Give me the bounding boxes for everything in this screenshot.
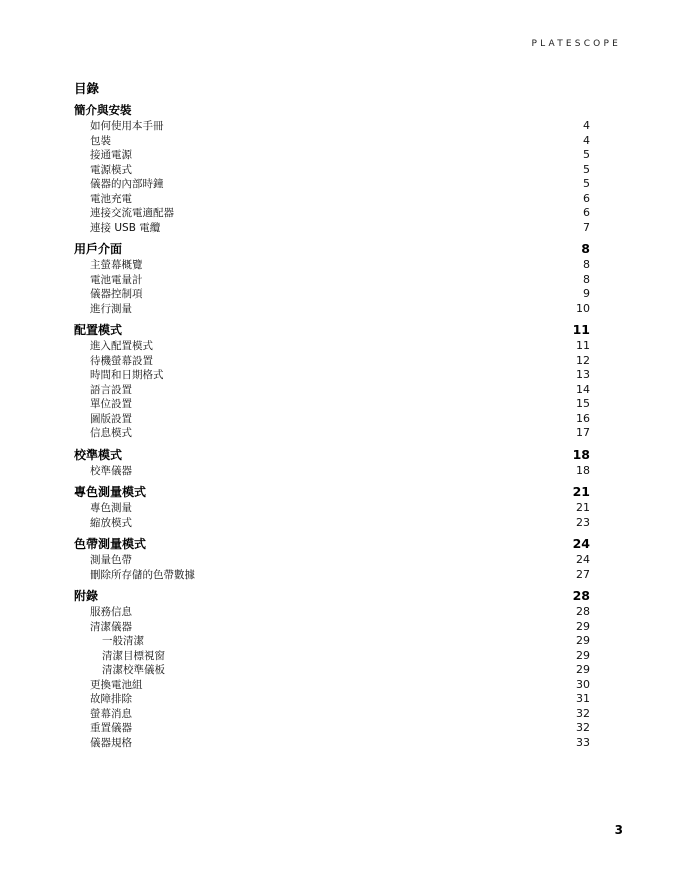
toc-entry[interactable] [74,426,590,441]
entry-label: 圖版設置 [90,412,132,425]
table-of-contents [74,80,590,755]
entry-page-number: 5 [583,148,590,161]
entry-label: 縮放模式 [90,516,132,529]
entry-page-number: 16 [576,411,590,425]
toc-entry[interactable] [74,649,590,664]
toc-section-heading[interactable] [74,446,590,464]
entry-page-number: 4 [583,119,590,132]
entry-page-number: 32 [576,706,590,720]
toc-entry[interactable] [74,368,590,383]
entry-page-number: 17 [576,426,590,439]
entry-label: 服務信息 [90,606,132,618]
entry-page-number: 7 [583,220,590,234]
toc-section-heading[interactable] [74,587,590,605]
toc-entry[interactable] [74,383,590,398]
entry-label: 更換電池組 [90,678,143,691]
entry-label: 電源模式 [90,163,132,176]
toc-section-heading[interactable] [74,102,590,119]
entry-label: 測量色帶 [90,554,132,566]
entry-page-number: 15 [576,397,590,410]
entry-label: 一般清潔 [102,635,144,647]
section-page-number: 28 [572,588,590,603]
entry-label: 連接 USB 電纜 [90,221,161,234]
toc-entry[interactable] [74,736,590,751]
toc-entry[interactable] [74,148,590,163]
toc-section [74,535,590,582]
toc-entry[interactable] [74,501,590,516]
entry-page-number: 8 [583,272,590,286]
entry-label: 重置儀器 [90,722,132,734]
entry-page-number: 33 [576,735,590,749]
entry-label: 接通電源 [90,149,132,161]
entry-label: 儀器的內部時鐘 [90,178,164,190]
toc-entry[interactable] [74,221,590,236]
toc-entry[interactable] [74,287,590,302]
entry-label: 專色測量 [90,502,132,514]
entry-page-number: 29 [576,619,590,633]
toc-entry[interactable] [74,258,590,273]
entry-page-number: 11 [576,339,590,352]
entry-label: 待機螢幕設置 [90,354,153,367]
entry-label: 螢幕消息 [90,707,132,720]
toc-entry[interactable] [74,553,590,568]
toc-entry[interactable] [74,192,590,207]
toc-entry[interactable] [74,605,590,620]
entry-page-number: 27 [576,567,590,581]
section-page-number: 24 [572,536,590,551]
section-title: 用戶介面 [74,242,123,256]
section-title: 校準模式 [74,447,123,462]
entry-label: 進行測量 [90,302,132,315]
entry-label: 時間和日期格式 [90,369,164,381]
toc-entry[interactable] [74,721,590,736]
toc-entry[interactable] [74,568,590,583]
entry-page-number: 21 [576,501,590,514]
entry-page-number: 24 [576,553,590,566]
entry-label: 故障排除 [90,693,132,705]
toc-entry[interactable] [74,678,590,693]
toc-section-heading[interactable] [74,535,590,553]
toc-entry[interactable] [74,707,590,722]
toc-entry[interactable] [74,663,590,678]
entry-label: 主螢幕概覽 [90,259,143,271]
toc-entry[interactable] [74,412,590,427]
entry-label: 儀器規格 [90,736,132,749]
toc-section-heading[interactable] [74,240,590,258]
entry-label: 刪除所存儲的色帶數據 [90,568,195,581]
entry-page-number: 8 [583,258,590,271]
entry-label: 清潔目標視窗 [102,649,165,662]
section-page-number: 18 [572,446,590,462]
entry-page-number: 5 [583,177,590,190]
toc-entry[interactable] [74,692,590,707]
section-title: 附錄 [74,589,99,603]
entry-label: 電池充電 [90,192,132,205]
toc-entry[interactable] [74,620,590,635]
section-title: 色帶測量模式 [74,537,147,551]
section-title: 簡介與安裝 [74,103,132,117]
toc-section-heading[interactable] [74,321,590,339]
entry-page-number: 9 [583,287,590,300]
toc-entry[interactable] [74,273,590,288]
entry-label: 校準儀器 [90,464,132,477]
toc-section [74,102,590,235]
entry-page-number: 14 [576,382,590,396]
toc-sections [74,102,590,750]
toc-section [74,483,590,530]
entry-label: 如何使用本手冊 [90,120,164,132]
toc-entry[interactable] [74,516,590,531]
entry-page-number: 6 [583,191,590,205]
entry-page-number: 5 [583,162,590,176]
toc-entry[interactable] [74,134,590,149]
section-title: 專色測量模式 [74,485,147,499]
toc-entry[interactable] [74,339,590,354]
entry-label: 儀器控制項 [90,288,143,300]
entry-page-number: 4 [583,133,590,147]
entry-page-number: 31 [576,692,590,705]
toc-entry[interactable] [74,634,590,649]
entry-page-number: 13 [576,368,590,381]
entry-label: 電池電量計 [90,273,143,286]
toc-entry[interactable] [74,302,590,317]
toc-entry[interactable] [74,464,590,479]
entry-label: 單位設置 [90,398,132,410]
entry-page-number: 29 [576,663,590,676]
toc-entry[interactable] [74,206,590,221]
entry-page-number: 12 [576,353,590,367]
toc-entry[interactable] [74,163,590,178]
section-page-number: 21 [572,484,590,499]
entry-page-number: 29 [576,634,590,647]
entry-page-number: 10 [576,301,590,315]
brand-header: PLATESCOPE [531,39,621,49]
entry-page-number: 18 [576,463,590,477]
entry-label: 進入配置模式 [90,340,153,352]
page-number: 3 [614,823,623,837]
entry-page-number: 6 [583,206,590,219]
entry-label: 信息模式 [90,427,132,439]
section-page-number: 8 [581,241,590,256]
entry-label: 清潔儀器 [90,620,132,633]
entry-page-number: 28 [576,605,590,618]
toc-entry[interactable] [74,354,590,369]
toc-title: 目錄 [74,81,100,96]
entry-label: 語言設置 [90,383,132,396]
toc-section [74,587,590,750]
toc-section [74,321,590,441]
toc-section-heading[interactable] [74,483,590,501]
entry-page-number: 32 [576,721,590,734]
toc-entry[interactable] [74,397,590,412]
section-title: 配置模式 [74,323,123,337]
entry-label: 包裝 [90,134,111,147]
toc-entry[interactable] [74,119,590,134]
toc-entry[interactable] [74,177,590,192]
entry-page-number: 30 [576,677,590,691]
entry-page-number: 29 [576,648,590,662]
toc-section [74,240,590,316]
entry-label: 清潔校準儀板 [102,664,165,676]
entry-page-number: 23 [576,515,590,529]
section-page-number: 11 [572,322,590,337]
entry-label: 連接交流電適配器 [90,207,174,219]
toc-section [74,446,590,479]
